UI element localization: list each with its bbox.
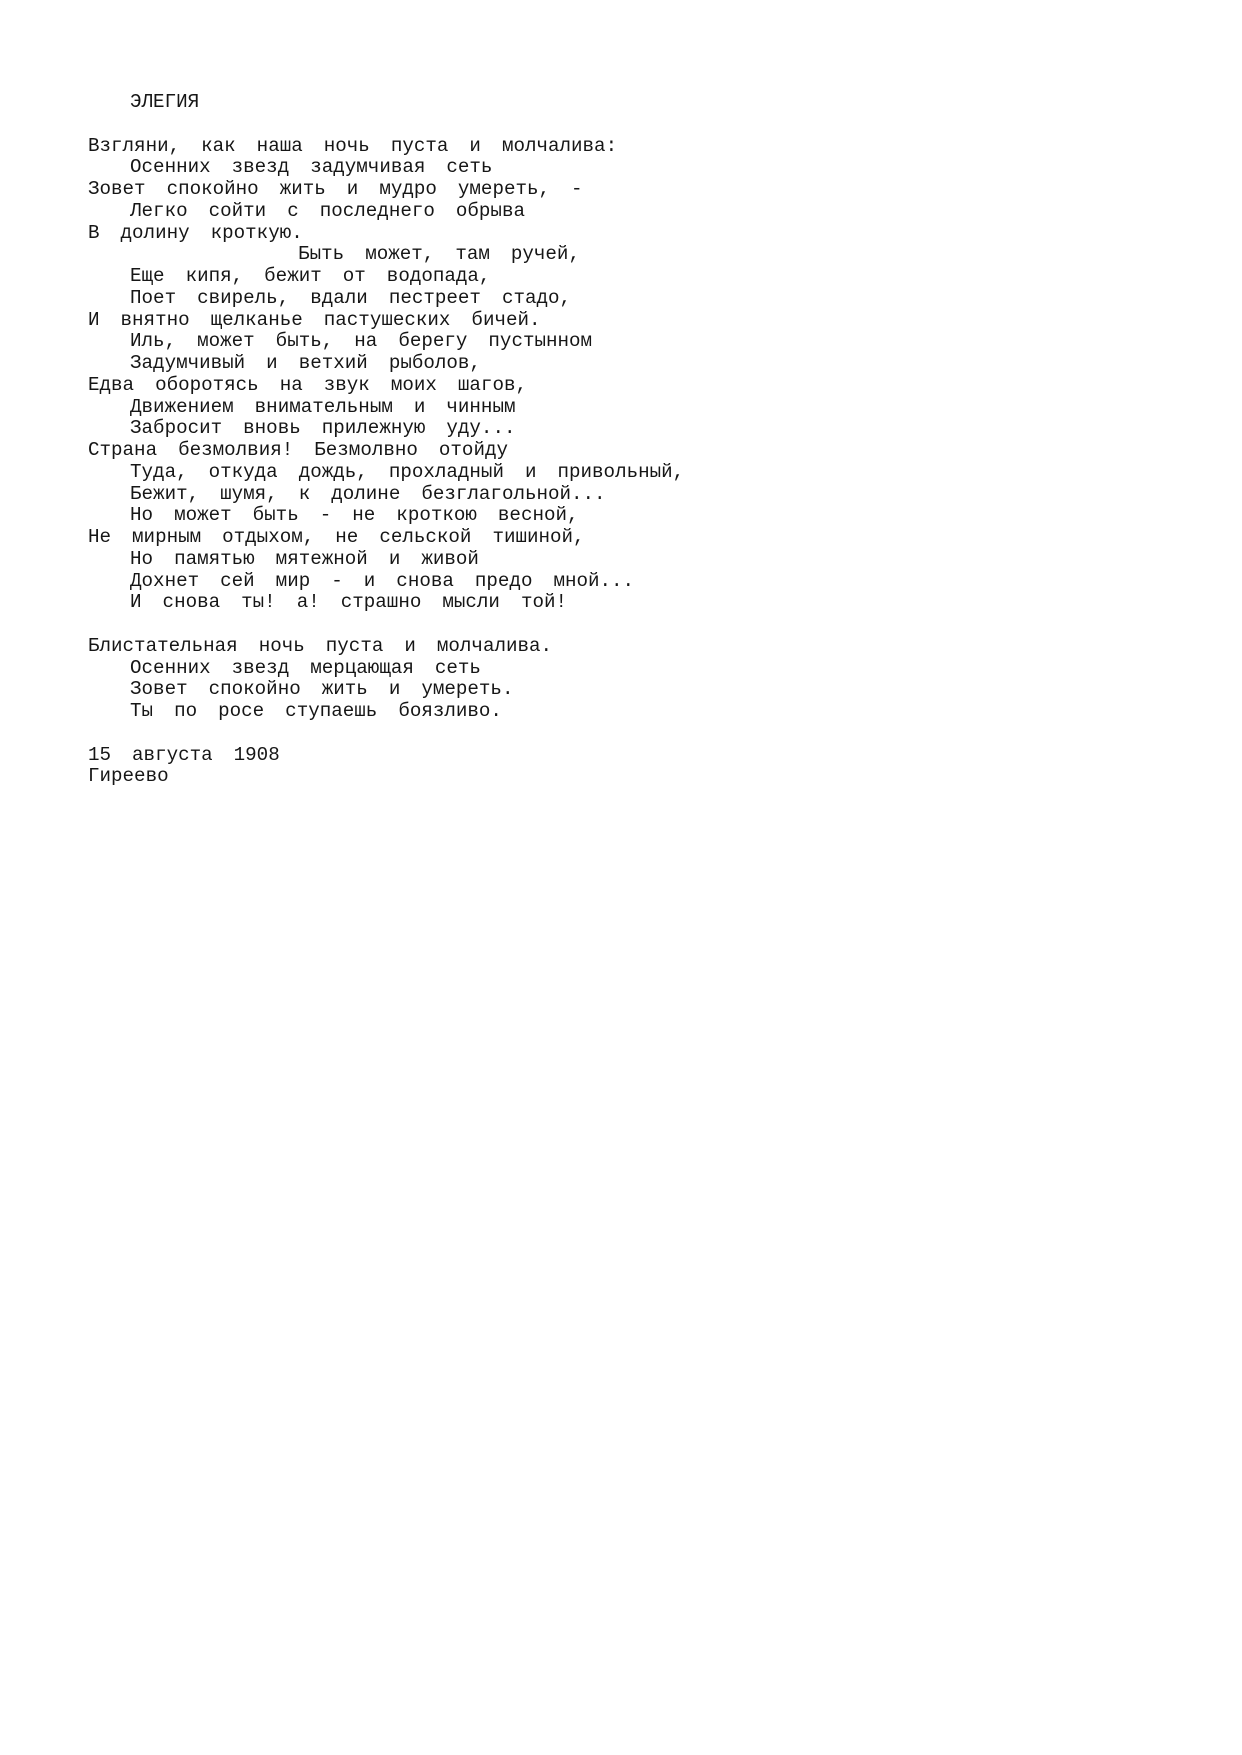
poem-line: Блистательная ночь пуста и молчалива.	[88, 634, 553, 657]
poem-line: Зовет спокойно жить и умереть.	[88, 678, 514, 701]
poem-line: И снова ты! а! страшно мысли той!	[88, 591, 568, 614]
poem-line: Едва оборотясь на звук моих шагов,	[88, 373, 527, 396]
poem-line: Но памятью мятежной и живой	[88, 547, 479, 570]
poem-line: Иль, может быть, на берегу пустынном	[88, 330, 593, 353]
poem-line: Взгляни, как наша ночь пуста и молчалива:	[88, 134, 618, 157]
poem-line: Забросит вновь прилежную уду...	[88, 417, 516, 440]
poem-line: Ты по росе ступаешь боязливо.	[88, 700, 502, 722]
poem-date: 15 августа 1908	[88, 743, 280, 766]
poem-line: Поет свирель, вдали пестреет стадо,	[88, 286, 572, 309]
poem-line: В долину кроткую.	[88, 221, 303, 244]
poem-line: Но может быть - не кроткою весной,	[88, 504, 579, 527]
stanza	[88, 636, 1202, 723]
poem-line: Легко сойти с последнего обрыва	[88, 199, 525, 222]
poem-footer	[88, 745, 1202, 789]
poem-line: Еще кипя, бежит от водопада,	[88, 265, 491, 287]
stanza	[88, 136, 1202, 615]
poem-line: Туда, откуда дождь, прохладный и привольный,	[88, 460, 685, 483]
poem-line: Страна безмолвия! Безмолвно отойду	[88, 439, 508, 461]
poem-line: Бежит, шумя, к долине безглагольной...	[88, 482, 606, 505]
poem-place: Гиреево	[88, 765, 169, 788]
poem-line: Движением внимательным и чинным	[88, 395, 516, 418]
poem-line: Дохнет сей мир - и снова предо мной...	[88, 569, 635, 592]
poem-line: И внятно щелканье пастушеских бичей.	[88, 308, 541, 331]
poem-line: Зовет спокойно жить и мудро умереть, -	[88, 178, 583, 200]
poem-line: Осенних звезд мерцающая сеть	[88, 656, 481, 679]
poem-line: Осенних звезд задумчивая сеть	[88, 156, 493, 179]
poem-line: Задумчивый и ветхий рыболов,	[88, 352, 481, 374]
poem-line: Быть может, там ручей,	[88, 243, 580, 266]
poem-line: Не мирным отдыхом, не сельской тишиной,	[88, 526, 585, 548]
poem-title: ЭЛЕГИЯ	[88, 91, 200, 113]
poem-stanzas	[88, 136, 1202, 723]
